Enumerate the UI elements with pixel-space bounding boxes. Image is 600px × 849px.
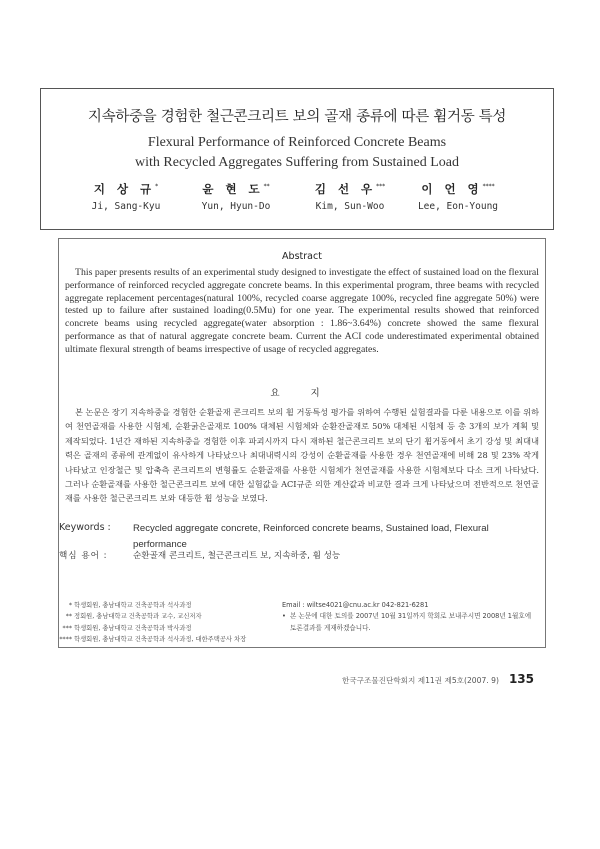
- english-title-line1: Flexural Performance of Reinforced Concrete Beams: [147, 135, 447, 150]
- author-affiliations: [50, 600, 270, 646]
- affiliation-4-text: 학생회원, 충남대학교 건축공학과 석사과정, 대한주택공사 차장: [74, 636, 247, 644]
- affiliation-3-mark: ***: [62, 624, 72, 632]
- korean-abstract-heading: 요 지: [270, 388, 334, 399]
- korean-title: 지속하중을 경험한 철근콘크리트 보의 골재 종류에 따른 휨거동 특성: [87, 109, 507, 125]
- korean-keywords-value: 순환골재 콘크리트, 철근콘크리트 보, 지속하중, 휨 성능: [133, 551, 341, 561]
- affiliation-1-text: 학생회원, 충남대학교 건축공학과 석사과정: [74, 602, 192, 609]
- keywords-value: Recycled aggregate concrete, Reinforced concrete beams, Sustained load, Flexural performance: [133, 523, 489, 550]
- abstract-box: [58, 238, 546, 648]
- author-3-kr-name: 김 선 우: [314, 182, 377, 196]
- affiliation-4-mark: ****: [59, 636, 72, 644]
- abstract-korean-text: 본 논문은 장기 지속하중을 경험한 순환골재 콘크리트 보의 휨 거동특성 평가를 위하여 수행된 실험결과를 다룬 내용으로 이를 위하여 천연골재를 사용한 시험체, 순환굵은골재로 100% 대체된 시험체와 순환잔골재로 50% 대체된 시험체 등 총 3개의 보가 계획 및 제작되었다. 1년간 재하된 지속하중을 경험한 이후 파괴시까지 다시 재하된 철근콘크리트 보의 단기 휨거동에서 초기 강성 및 최대내력은 골재의 종류에 관계없이 유사하게 나타났으나 최대내력시의 강성이 순환골재를 사용한 경우 천연골재에 비해 28 및 23% 작게 나타났고 인장철근 및 압축측 콘크리트의 변형률도 순환골재를 사용한 시험체가 천연골재를 사용한 시험체보다 다소 크게 나타났다. 그러나 순환골재를 사용한 철근콘크리트 보에 대한 실험값을 ACI규준 의한 계산값과 비교한 결과 크게 나타났으며 전반적으로 천연골재를 사용한 철근콘크리트 보와 대등한 휨 성능을 보였다.: [65, 407, 539, 504]
- abstract-english: [65, 267, 539, 357]
- contact-info: [282, 600, 532, 634]
- author-3-mark: ***: [376, 183, 386, 191]
- page-footer: [268, 672, 534, 686]
- author-1-en-name: Ji, Sang-Kyu: [91, 201, 161, 212]
- abstract-korean: [65, 405, 539, 506]
- author-4-mark: ****: [482, 183, 495, 191]
- abstract-english-text: This paper presents results of an experimental study designed to investigate the effect of sustained load on the flexural performance of reinforced recycled aggregate concrete beams. In this experimental program, three beams with recycled aggregate replacement percentages(natural 100%, recycled coarse aggregate 100%, recycled fine aggregate 50%) were tested up to failure after sustained loading(0.5Mu) for one year. The experimental results showed that reinforced concrete beams using recycled aggregate(water absorption : 1.86~3.64%) concrete showed the same flexural performance as that of natural aggregate concrete beam. Current the ACI code underestimated experimental obtained ultimate flexural strength of beams irrespective of usage of recycled aggregates.: [65, 267, 539, 355]
- english-title-line2: with Recycled Aggregates Suffering from Sustained Load: [135, 155, 459, 170]
- author-4-en-name: Lee, Eon-Young: [417, 201, 499, 212]
- discussion-note: [282, 611, 532, 634]
- author-2-en-name: Yun, Hyun-Do: [201, 201, 271, 212]
- author-2: [181, 181, 291, 212]
- keywords-label: Keywords :: [59, 522, 111, 533]
- korean-keywords-label: 핵심 용어 :: [59, 551, 108, 561]
- affiliation-2-mark: **: [65, 613, 72, 621]
- author-2-kr-name: 윤 현 도: [202, 182, 264, 196]
- author-1-kr-name: 지 상 규: [93, 182, 156, 196]
- author-1-mark: *: [155, 183, 159, 191]
- affiliation-2: [50, 611, 270, 622]
- title-box: [40, 88, 554, 230]
- english-title: [41, 133, 553, 173]
- affiliation-3: [50, 623, 270, 634]
- affiliation-1-mark: *: [68, 602, 72, 609]
- affiliation-3-text: 학생회원, 충남대학교 건축공학과 박사과정: [74, 624, 192, 632]
- page-number: 135: [508, 672, 534, 686]
- author-3: [295, 181, 405, 212]
- author-3-en-name: Kim, Sun-Woo: [315, 201, 385, 212]
- affiliation-2-text: 정회원, 충남대학교 건축공학과 교수, 교신저자: [74, 613, 202, 621]
- contact-email: Email : wiltse4021@cnu.ac.kr 042-821-6281: [282, 601, 429, 609]
- abstract-heading: Abstract: [282, 251, 322, 262]
- author-4-kr-name: 이 언 영: [421, 182, 483, 196]
- affiliation-4: [50, 634, 270, 645]
- journal-citation: 한국구조물진단학회지 제11권 제5호(2007. 9): [342, 676, 499, 685]
- discussion-note-text: 본 논문에 대한 토의를 2007년 10월 31일까지 학회로 보내주시면 2008년 1월호에 토론결과를 게재하겠습니다.: [290, 612, 532, 632]
- author-2-mark: **: [263, 183, 270, 191]
- bullet-icon: •: [282, 612, 286, 621]
- author-4: [403, 181, 513, 212]
- affiliation-1: [50, 600, 270, 611]
- author-1: [71, 181, 181, 212]
